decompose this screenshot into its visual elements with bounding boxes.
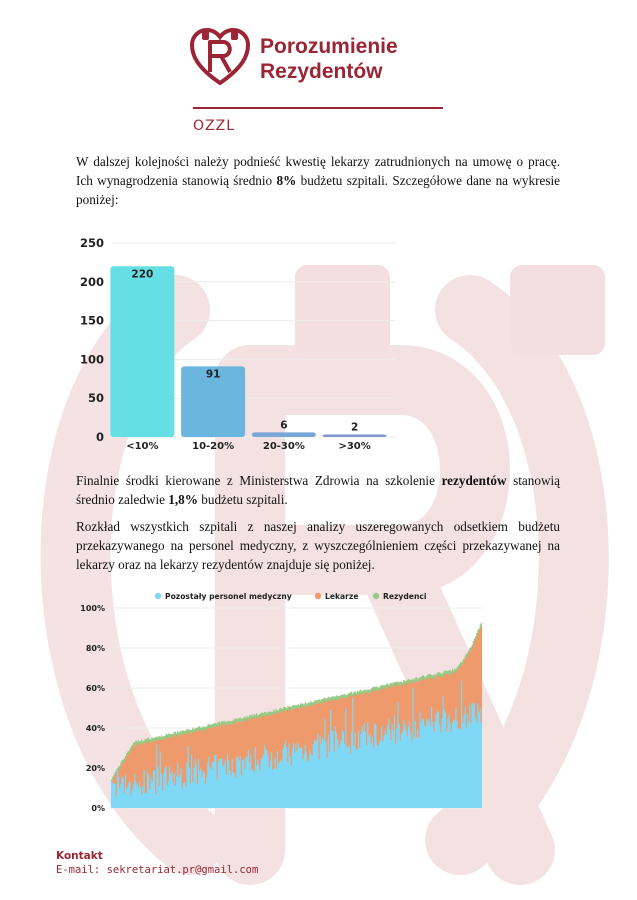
p2-text-c: budżetu szpitali. — [197, 492, 288, 507]
bar-x-tick-label: >30% — [338, 441, 371, 452]
area-y-tick-label: 40% — [85, 724, 105, 733]
paragraph-distribution: Rozkład wszystkich szpitali z naszej analizy uszeregowanych odsetkiem budżetu przekazywanego na personel medyczny, z wyszczególnieniem części przekazywanej na lekarzy oraz na lekarzy rezydentów znajduje się poniżej. — [76, 519, 560, 572]
org-name-line1: Porozumienie — [260, 35, 398, 58]
bar-x-tick-label: 10-20% — [192, 441, 235, 452]
bar-y-tick-label: 150 — [79, 313, 104, 328]
bar-value-label: 91 — [205, 368, 221, 381]
area-y-tick-label: 20% — [85, 764, 105, 773]
p1-bold: 8% — [276, 173, 297, 188]
bar-x-tick-label: <10% — [126, 441, 159, 452]
p1-text-b: budżetu szpitali. Szczegółowe dane na wykresie poniżej: — [76, 173, 560, 207]
footer-contact — [56, 849, 258, 877]
org-name-line2: Rezydentów — [260, 60, 383, 83]
bar-x-tick-label: 20-30% — [262, 441, 305, 452]
p2-bold-residents: rezydentów — [441, 473, 507, 488]
bar-y-tick-label: 200 — [79, 274, 104, 289]
p1-text-a: W dalszej kolejności należy podnieść kwestię lekarzy zatrudnionych na umowę o pracę. Ich wynagrodzenia stanowią średnio — [76, 154, 560, 188]
area-y-tick-label: 100% — [80, 604, 105, 613]
legend-marker — [373, 593, 379, 599]
area-y-tick-label: 60% — [85, 684, 105, 693]
bar-value-label: 6 — [280, 419, 288, 432]
p2-text-b: stanowią średnio zaledwie — [76, 473, 560, 507]
legend-label: Pozostały personel medyczny — [165, 592, 292, 601]
area-y-tick-label: 0% — [91, 804, 105, 813]
bar-value-label: 2 — [350, 421, 359, 434]
legend-marker — [315, 593, 321, 599]
ozzl-subtitle: OZZL — [193, 118, 236, 134]
contact-label: Kontakt — [56, 850, 103, 862]
p2-bold-percent: 1,8% — [168, 492, 198, 507]
bar-y-tick-label: 50 — [87, 391, 104, 406]
area-y-tick-label: 80% — [85, 644, 105, 653]
p2-text-a: Finalnie środki kierowane z Ministerstwa Zdrowia na szkolenie — [76, 473, 442, 488]
bar-y-tick-label: 0 — [95, 430, 104, 444]
bar-y-tick-label: 250 — [79, 236, 104, 250]
legend-label: Lekarze — [325, 592, 359, 601]
legend-label: Rezydenci — [383, 592, 427, 601]
legend-marker — [155, 593, 161, 599]
bar-y-tick-label: 100 — [79, 352, 104, 367]
bar-value-label: 220 — [131, 268, 154, 281]
contact-email[interactable]: E-mail: sekretariat.pr@gmail.com — [56, 864, 259, 876]
